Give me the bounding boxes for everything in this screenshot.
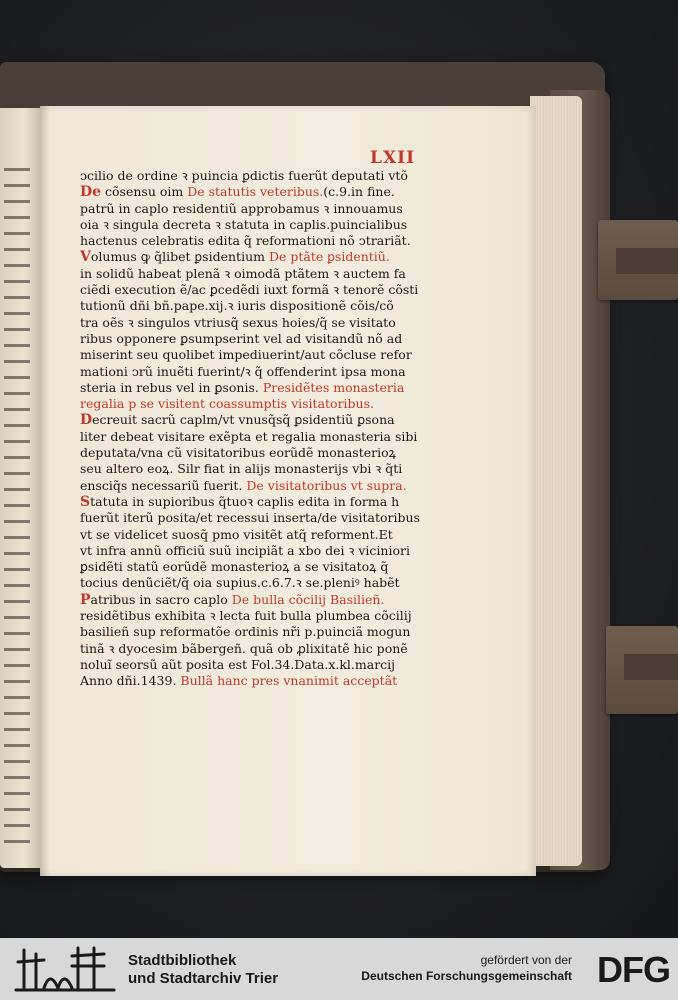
left-page-line xyxy=(4,472,30,475)
text-line xyxy=(80,510,480,526)
body-text: residẽtibus exhibita ꝛ lecta fuit bulla plumbea cõcilij xyxy=(80,608,412,624)
body-text: noluĩ seorsũ aũt posita est Fol.34.Data.x.kl.marcij xyxy=(80,656,396,672)
left-page-line xyxy=(4,632,30,635)
left-page-line xyxy=(4,376,30,379)
left-page-line xyxy=(4,616,30,619)
left-page-line xyxy=(4,760,30,763)
body-text: miserint seu quolibet impediuerint/aut cõcluse refor xyxy=(80,347,412,363)
text-line xyxy=(80,592,480,608)
funding-line2: Deutschen Forschungsgemeinschaft xyxy=(361,969,572,983)
body-text: steria in rebus vel in ꝑsonis. xyxy=(80,379,263,395)
library-name-line2: und Stadtarchiv Trier xyxy=(128,970,279,987)
text-line xyxy=(80,364,480,380)
text-line xyxy=(80,608,480,624)
left-page-line xyxy=(4,696,30,699)
text-line xyxy=(80,461,480,477)
left-page-line xyxy=(4,568,30,571)
body-text: seu altero eoꝝ. Silr fiat in alijs monasterijs vbi ꝛ q̃ti xyxy=(80,461,403,477)
text-line xyxy=(80,673,480,689)
initial-letter: De xyxy=(80,184,102,201)
body-text: liter debeat visitare exẽpta et regalia monasteria sibi xyxy=(80,428,418,444)
left-page-line xyxy=(4,744,30,747)
text-line xyxy=(80,412,480,428)
funding-line1: gefördert von der xyxy=(480,953,572,967)
library-logo-icon xyxy=(14,944,116,994)
text-line xyxy=(80,575,480,591)
body-text: tinã ꝛ dyocesim bãbergeñ. quã ob ꝓlixitatẽ hic ponẽ xyxy=(80,640,408,656)
text-line xyxy=(80,201,480,217)
body-text: hactenus celebratis edita q̃ reformationi nõ ↄtrariãt. xyxy=(80,233,411,249)
text-line xyxy=(80,641,480,657)
body-text: ecreuit sacrũ caplm/vt vnusq̃sq̃ ꝑsidentiũ ꝑsona xyxy=(92,412,395,428)
rubric-text: regalia p se visitent coassumptis visitatoribus. xyxy=(80,396,374,412)
left-page-line xyxy=(4,552,30,555)
left-page-line xyxy=(4,456,30,459)
rubric-text: De statutis veteribus. xyxy=(187,184,324,200)
left-page-line xyxy=(4,824,30,827)
page-text xyxy=(80,168,480,690)
body-text: (c.9.in fine. xyxy=(323,184,395,200)
left-page-line xyxy=(4,504,30,507)
left-page-line xyxy=(4,712,30,715)
rubric-text: De bulla cõcilij Basilieñ. xyxy=(231,591,385,607)
body-text: deputata/vna cũ visitatoribus eorũdẽ monasterioꝝ xyxy=(80,445,396,461)
rubric-text: De ptãte ꝑsidentiũ. xyxy=(268,249,390,265)
text-line xyxy=(80,298,480,314)
body-text: fuerũt iterũ posita/et recessui inserta/de visitatoribus xyxy=(80,510,420,526)
body-text: basilieñ sup reformatõe ordinis nr̃i p.puinciã mogun xyxy=(80,624,411,640)
left-page-line xyxy=(4,648,30,651)
left-page-line xyxy=(4,296,30,299)
body-text: ↄcilio de ordine ꝛ puincia ꝑdictis fuerũt deputati vtõ xyxy=(80,168,408,183)
left-page-line xyxy=(4,184,30,187)
rubric-text: De visitatoribus vt supra. xyxy=(246,477,407,493)
text-line xyxy=(80,494,480,510)
body-text: in solidũ habeat plenã ꝛ oimodã ptãtem ꝛ auctem fa xyxy=(80,265,406,281)
left-page-line xyxy=(4,776,30,779)
body-text: patrũ in caplo residentiũ approbamus ꝛ innouamus xyxy=(80,200,403,216)
left-page-line xyxy=(4,520,30,523)
text-line xyxy=(80,282,480,298)
left-page-line xyxy=(4,280,30,283)
body-text: vt infra annũ officiũ suũ incipiãt a xbo dei ꝛ viciniori xyxy=(80,542,410,558)
left-page-line xyxy=(4,680,30,683)
left-page-line xyxy=(4,200,30,203)
rubric-text: Bullã hanc pres vnanimit acceptãt xyxy=(180,673,398,689)
text-line xyxy=(80,233,480,249)
body-text: ensciq̃s necessariũ fuerit. xyxy=(80,477,247,493)
left-page-line xyxy=(4,392,30,395)
initial-letter: D xyxy=(80,412,93,429)
initial-letter: V xyxy=(80,249,91,266)
left-page-line xyxy=(4,728,30,731)
clasp-upper xyxy=(598,220,678,300)
text-line xyxy=(80,543,480,559)
body-text: tra oẽs ꝛ singulos vtriusq̃ sexus hoies/q̃ se visitato xyxy=(80,314,396,330)
text-line xyxy=(80,396,480,412)
left-page-line xyxy=(4,328,30,331)
text-line xyxy=(80,445,480,461)
page-edges xyxy=(530,96,582,866)
left-page-line xyxy=(4,808,30,811)
body-text: ribus opponere ꝑsumpserint vel ad visitandũ nõ ad xyxy=(80,330,403,346)
body-text: tutionũ dñi bñ.pape.xij.ꝛ iuris dispositionẽ cõis/cõ xyxy=(80,298,394,314)
text-page xyxy=(40,106,536,876)
rubric-text: Presidẽtes monasteria xyxy=(262,379,405,395)
left-page-line xyxy=(4,488,30,491)
library-name xyxy=(128,952,278,988)
left-page-line xyxy=(4,584,30,587)
text-line xyxy=(80,249,480,265)
left-page-line xyxy=(4,536,30,539)
dfg-logo: DFG xyxy=(597,949,670,990)
left-page-line xyxy=(4,168,30,171)
text-line xyxy=(80,266,480,282)
text-line xyxy=(80,217,480,233)
text-line xyxy=(80,184,480,200)
body-text: ꝑsidẽti statũ eorũdẽ monasterioꝝ a se visitatoꝝ q̃ xyxy=(80,559,389,575)
left-page-edge xyxy=(0,108,40,868)
body-text: olumus ꝙ q̃libet ꝑsidentium xyxy=(90,249,269,265)
text-line xyxy=(80,624,480,640)
left-page-line xyxy=(4,232,30,235)
left-page-line xyxy=(4,216,30,219)
body-text: tatuta in supioribus q̃tuoꝛ caplis edita in forma h xyxy=(90,493,400,509)
initial-letter: P xyxy=(80,591,91,608)
left-page-line xyxy=(4,840,30,843)
body-text: atribus in sacro caplo xyxy=(90,591,232,607)
left-page-line xyxy=(4,344,30,347)
left-page-line xyxy=(4,248,30,251)
left-page-line xyxy=(4,792,30,795)
left-page-line xyxy=(4,664,30,667)
left-page-line xyxy=(4,424,30,427)
text-line xyxy=(80,527,480,543)
body-text: mationi ↄrũ inuẽti fuerint/ꝛ q̃ offenderint ipsa mona xyxy=(80,363,406,379)
left-page-line xyxy=(4,312,30,315)
funding-note xyxy=(361,952,572,984)
body-text: Anno dñi.1439. xyxy=(80,673,181,689)
body-text: vt se videlicet suosq̃ pmo visitẽt atq̃ reforment.Et xyxy=(80,526,393,542)
left-page-line xyxy=(4,600,30,603)
folio-number: LXII xyxy=(370,148,416,168)
text-line xyxy=(80,331,480,347)
initial-letter: S xyxy=(80,493,91,510)
clasp-lower xyxy=(606,626,678,714)
text-line xyxy=(80,657,480,673)
left-page-line xyxy=(4,440,30,443)
text-line xyxy=(80,347,480,363)
text-line xyxy=(80,168,480,184)
text-line xyxy=(80,315,480,331)
footer-bar xyxy=(0,938,678,1000)
text-line xyxy=(80,559,480,575)
left-page-line xyxy=(4,264,30,267)
body-text: cõsensu oim xyxy=(101,184,188,200)
body-text: oia ꝛ singula decreta ꝛ statuta in caplis.puincialibus xyxy=(80,216,408,232)
body-text: ciẽdi execution ẽ/ac ꝑcedẽdi iuxt formã ꝛ tenorẽ cõsti xyxy=(80,282,419,298)
text-line xyxy=(80,429,480,445)
text-line xyxy=(80,478,480,494)
left-page-line xyxy=(4,360,30,363)
text-line xyxy=(80,380,480,396)
library-name-line1: Stadtbibliothek xyxy=(128,952,237,969)
left-page-line xyxy=(4,408,30,411)
body-text: tocius denũciẽt/q̃ oia supius.c.6.7.ꝛ se.pleniꝰ habẽt xyxy=(80,575,400,591)
